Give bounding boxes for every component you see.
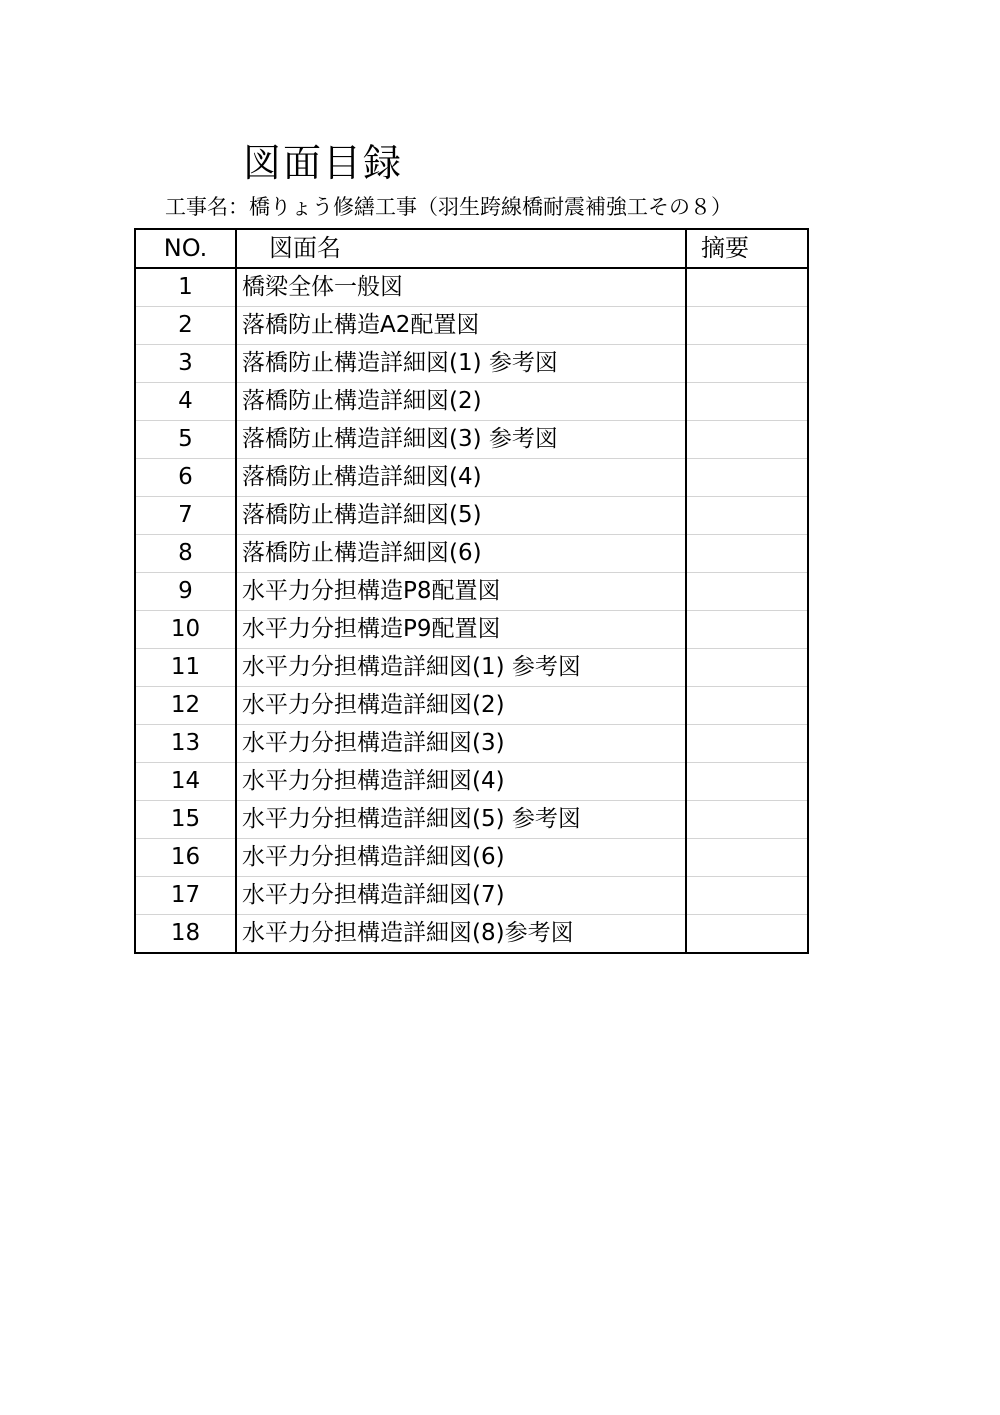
row-number: 16 [135, 839, 236, 877]
row-number: 9 [135, 573, 236, 611]
row-remarks [686, 915, 808, 954]
drawing-name: 落橋防止構造詳細図(6) [236, 535, 686, 573]
header-remarks: 摘要 [686, 229, 808, 268]
row-remarks [686, 421, 808, 459]
row-remarks [686, 497, 808, 535]
drawing-name: 水平力分担構造詳細図(1) 参考図 [236, 649, 686, 687]
row-number: 7 [135, 497, 236, 535]
drawing-name: 水平力分担構造詳細図(7) [236, 877, 686, 915]
table-row [135, 421, 808, 459]
table-row [135, 611, 808, 649]
drawing-name: 落橋防止構造詳細図(2) [236, 383, 686, 421]
row-number: 18 [135, 915, 236, 954]
drawing-name: 水平力分担構造詳細図(4) [236, 763, 686, 801]
row-number: 8 [135, 535, 236, 573]
row-remarks [686, 345, 808, 383]
row-number: 17 [135, 877, 236, 915]
table-row [135, 725, 808, 763]
drawing-list-table [134, 228, 809, 954]
table-row [135, 763, 808, 801]
row-remarks [686, 725, 808, 763]
drawing-name: 落橋防止構造詳細図(5) [236, 497, 686, 535]
drawing-name: 落橋防止構造詳細図(1) 参考図 [236, 345, 686, 383]
row-remarks [686, 307, 808, 345]
row-remarks [686, 573, 808, 611]
header-drawing-name: 図面名 [236, 229, 686, 268]
table-row [135, 687, 808, 725]
row-number: 6 [135, 459, 236, 497]
table-row [135, 459, 808, 497]
drawing-name: 水平力分担構造P9配置図 [236, 611, 686, 649]
header-row [135, 229, 808, 268]
drawing-name: 落橋防止構造A2配置図 [236, 307, 686, 345]
row-remarks [686, 877, 808, 915]
table-row [135, 877, 808, 915]
row-remarks [686, 763, 808, 801]
row-remarks [686, 801, 808, 839]
table-row [135, 839, 808, 877]
row-number: 15 [135, 801, 236, 839]
row-number: 12 [135, 687, 236, 725]
header-no: NO. [135, 229, 236, 268]
row-remarks [686, 649, 808, 687]
drawing-name: 水平力分担構造詳細図(3) [236, 725, 686, 763]
table-row [135, 535, 808, 573]
drawing-name: 水平力分担構造詳細図(5) 参考図 [236, 801, 686, 839]
project-name-line: 工事名：橋りょう修繕工事（羽生跨線橋耐震補強工その８） [165, 195, 732, 219]
table-header [135, 229, 808, 268]
row-remarks [686, 687, 808, 725]
row-remarks [686, 839, 808, 877]
document-title: 図面目録 [243, 141, 404, 185]
drawing-name: 橋梁全体一般図 [236, 268, 686, 307]
row-number: 11 [135, 649, 236, 687]
table-row [135, 345, 808, 383]
table-row [135, 573, 808, 611]
table-row [135, 383, 808, 421]
table-row [135, 268, 808, 307]
table-row [135, 307, 808, 345]
drawing-name: 水平力分担構造P8配置図 [236, 573, 686, 611]
drawing-name: 落橋防止構造詳細図(3) 参考図 [236, 421, 686, 459]
row-remarks [686, 268, 808, 307]
row-number: 10 [135, 611, 236, 649]
row-number: 4 [135, 383, 236, 421]
row-number: 2 [135, 307, 236, 345]
row-remarks [686, 611, 808, 649]
drawing-name: 落橋防止構造詳細図(4) [236, 459, 686, 497]
table-row [135, 649, 808, 687]
table-row [135, 915, 808, 954]
table-row [135, 497, 808, 535]
row-remarks [686, 383, 808, 421]
row-number: 5 [135, 421, 236, 459]
drawing-name: 水平力分担構造詳細図(2) [236, 687, 686, 725]
row-number: 13 [135, 725, 236, 763]
drawing-name: 水平力分担構造詳細図(6) [236, 839, 686, 877]
table-row [135, 801, 808, 839]
row-number: 1 [135, 268, 236, 307]
row-number: 3 [135, 345, 236, 383]
row-number: 14 [135, 763, 236, 801]
table-body [135, 268, 808, 953]
row-remarks [686, 459, 808, 497]
drawing-name: 水平力分担構造詳細図(8)参考図 [236, 915, 686, 954]
row-remarks [686, 535, 808, 573]
